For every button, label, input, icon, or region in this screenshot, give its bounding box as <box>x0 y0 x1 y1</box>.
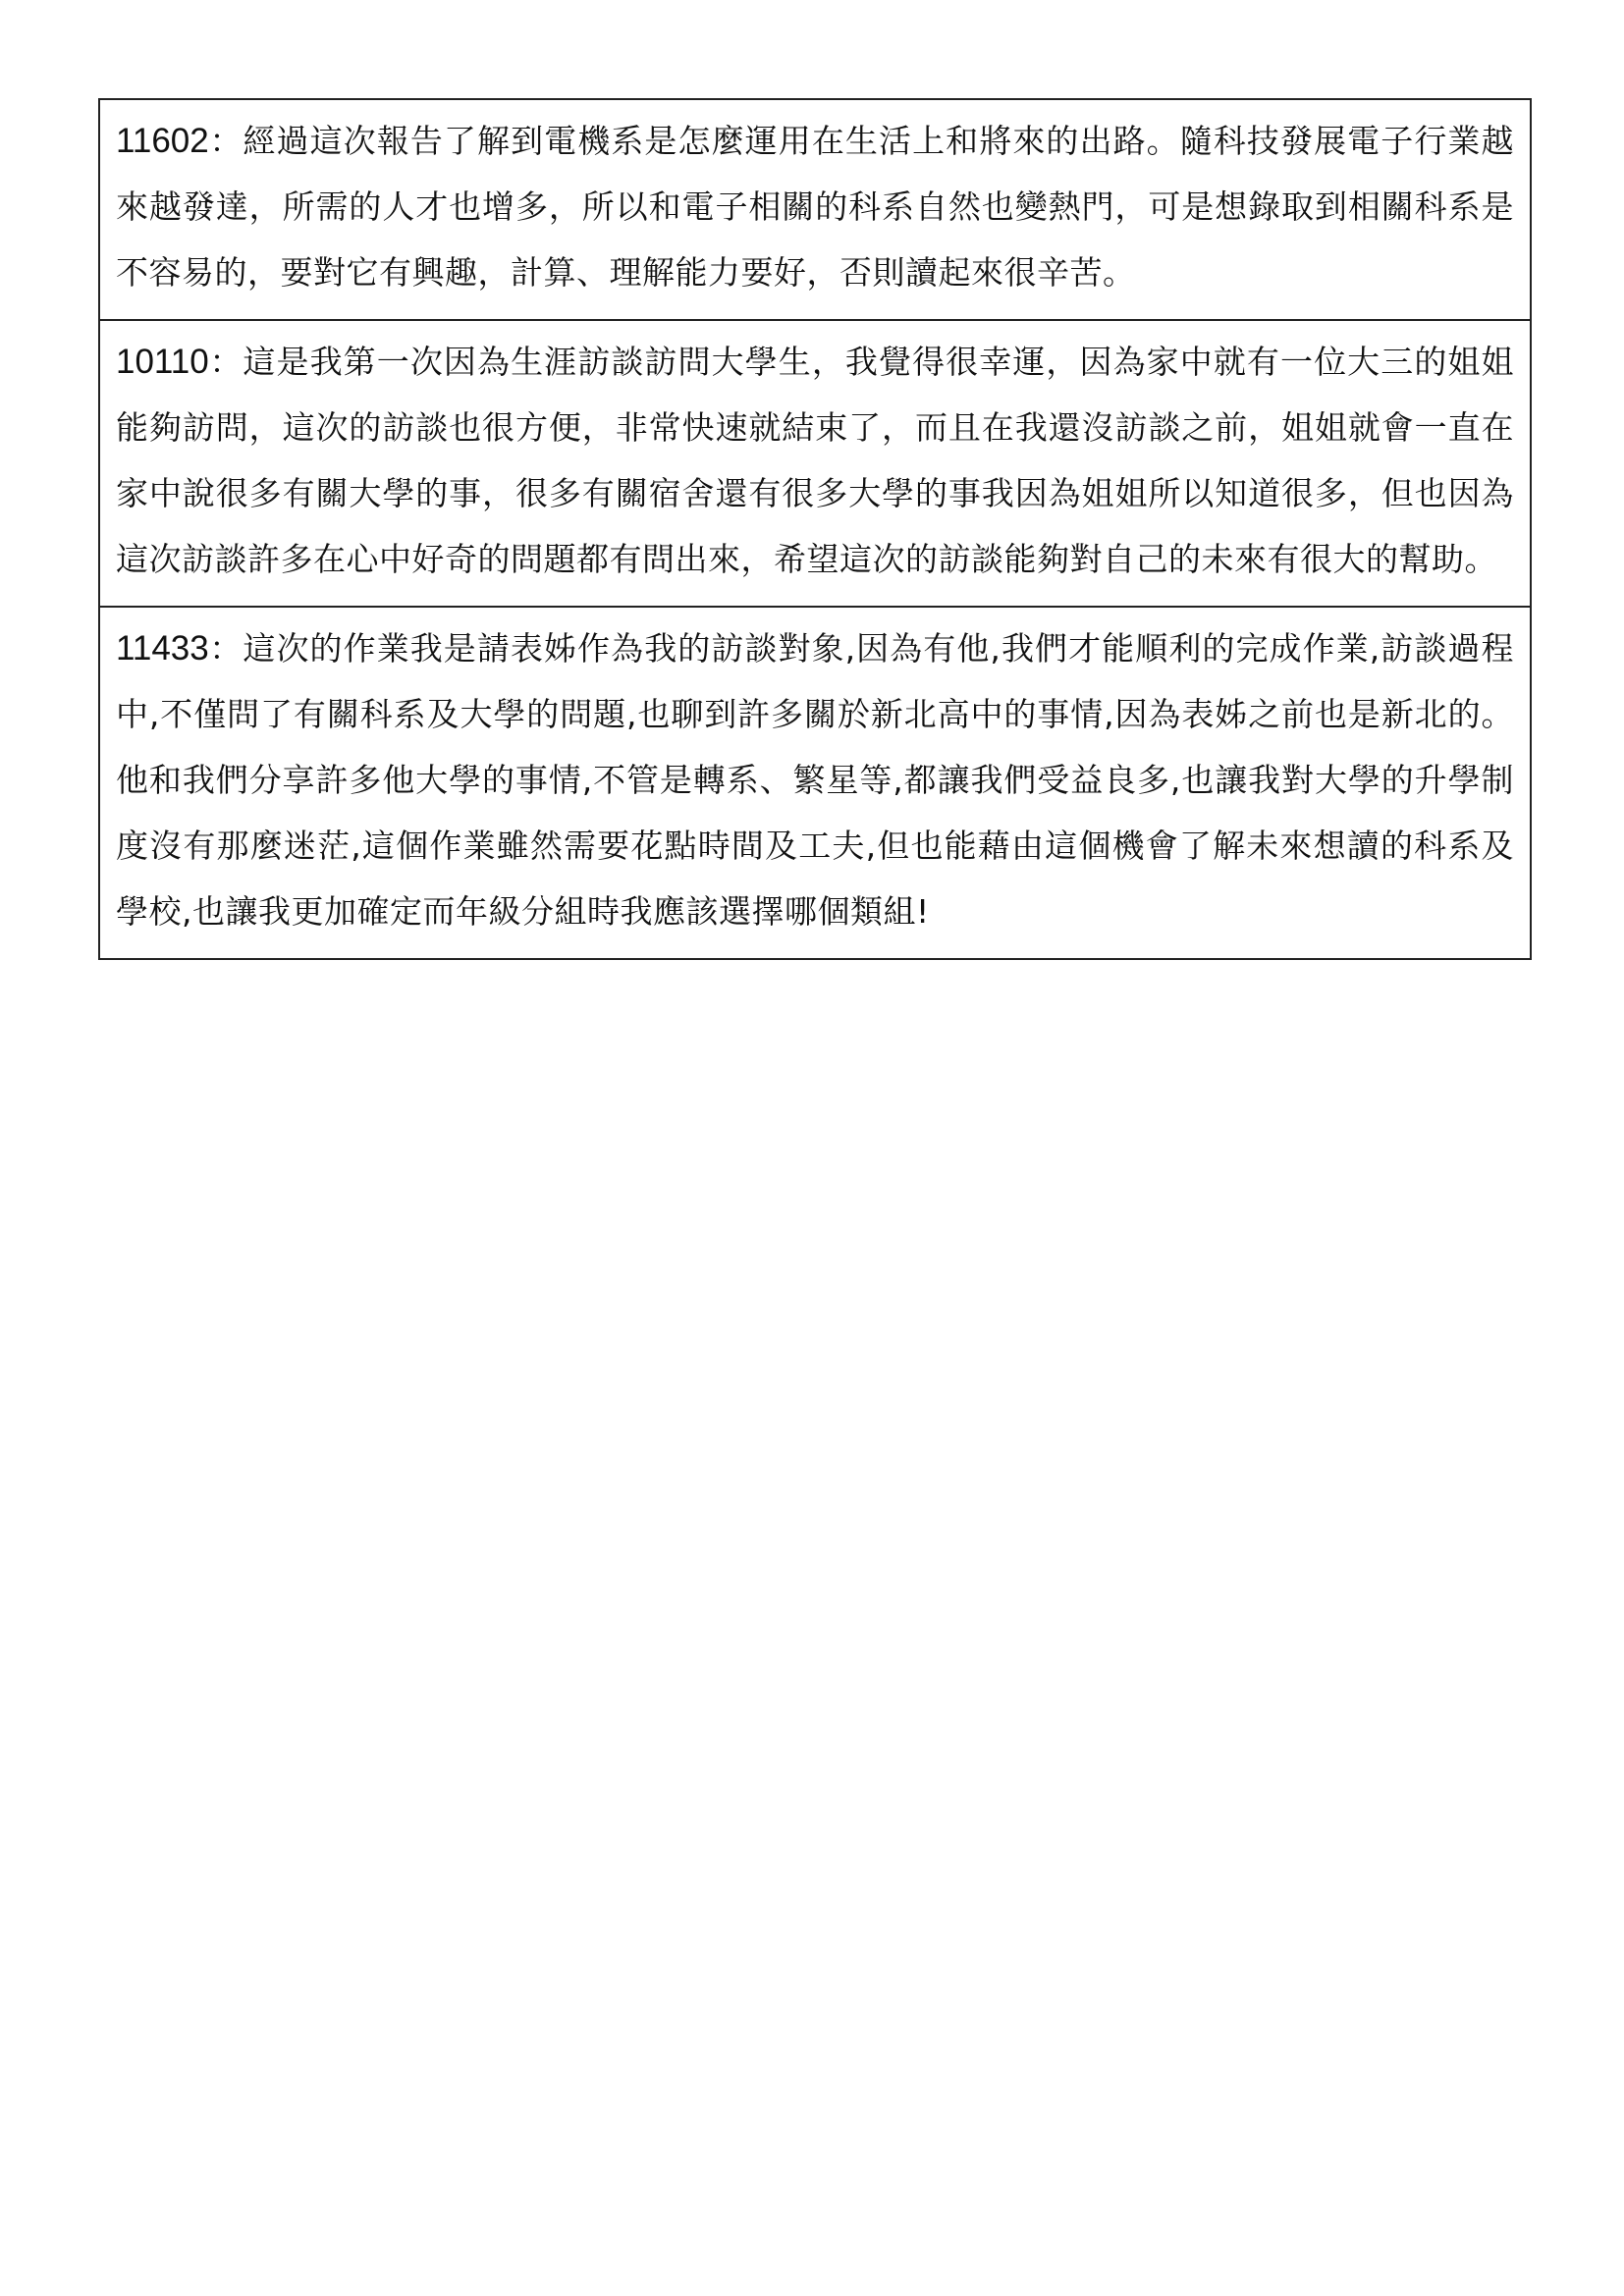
id-separator: ： <box>208 629 244 667</box>
student-id: 11602 <box>116 122 209 160</box>
entry-body: 這次的作業我是請表姊作為我的訪談對象,因為有他,我們才能順利的完成作業,訪談過程中,不僅問了有關科系及大學的問題,也聊到許多關於新北高中的事情,因為表姊之前也是新北的。他和我們分享許多他大學的事情,不管是轉系、繁星等,都讓我們受益良多,也讓我對大學的升學制度沒有那麼迷茫,這個作業雖然需要花點時間及工夫,但也能藉由這個機會了解未來想讀的科系及學校,也讓我更加確定而年級分組時我應該選擇哪個類組! <box>116 629 1514 931</box>
reflection-table <box>98 98 1532 960</box>
entry-11602 <box>100 100 1530 319</box>
student-id: 11433 <box>116 629 209 667</box>
entry-body: 這是我第一次因為生涯訪談訪問大學生，我覺得很幸運，因為家中就有一位大三的姐姐能夠訪問，這次的訪談也很方便，非常快速就結束了，而且在我還沒訪談之前，姐姐就會一直在家中說很多有關大學的事，很多有關宿舍還有很多大學的事我因為姐姐所以知道很多，但也因為這次訪談許多在心中好奇的問題都有問出來，希望這次的訪談能夠對自己的未來有很大的幫助。 <box>116 343 1515 578</box>
entry-11433 <box>100 606 1530 958</box>
id-separator: ： <box>208 343 244 381</box>
entry-text <box>116 329 1514 592</box>
id-separator: ： <box>208 122 244 160</box>
entry-10110 <box>100 319 1530 606</box>
entry-text <box>116 108 1514 305</box>
entry-text <box>116 615 1514 944</box>
entry-body: 經過這次報告了解到電機系是怎麼運用在生活上和將來的出路。隨科技發展電子行業越來越發達，所需的人才也增多，所以和電子相關的科系自然也變熱門，可是想錄取到相關科系是不容易的，要對它有興趣，計算、理解能力要好，否則讀起來很辛苦。 <box>116 122 1515 292</box>
student-id: 10110 <box>116 343 209 381</box>
